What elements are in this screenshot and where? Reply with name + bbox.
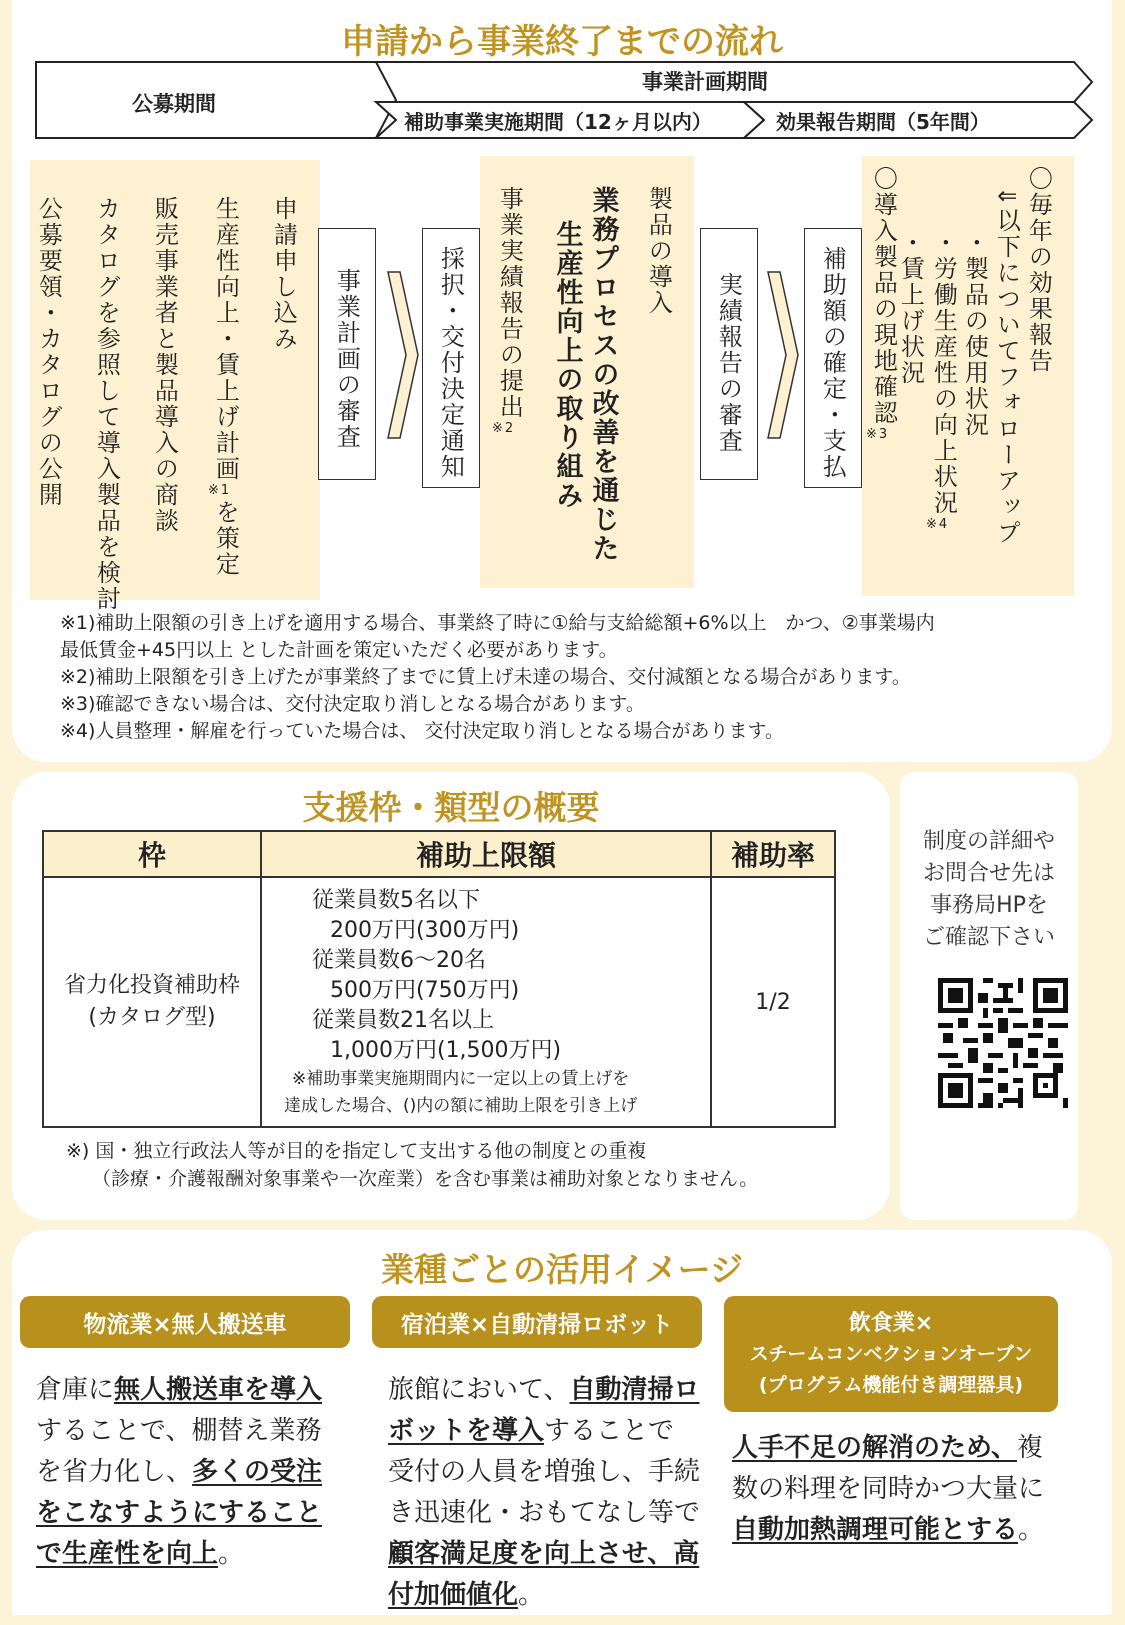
annual-report: 〇毎年の効果報告 <box>1024 166 1053 374</box>
adoption-label: 採択・交付決定通知 <box>436 246 465 480</box>
card-restaurant-body: 人手不足の解消のため、複数の料理を同時かつ大量に自動加熱調理可能とする。 <box>732 1433 1045 1545</box>
card-logistics-body: 倉庫に無人搬送車を導入することで、棚替え業務を省力化し、多くの受注をこなすようにすることで生産性を向上。 <box>36 1375 323 1569</box>
step-process-improvement: 業務プロセスの改善を通じた <box>587 186 619 563</box>
note-1: ※1)補助上限額の引き上げを適用する場合、事業終了時に①給与支給総額+6%以上 かつ、②事業場内 <box>60 612 935 634</box>
contact-text: 制度の詳細や お問合せ先は 事務局HPを ご確認下さい <box>922 829 1055 950</box>
settlement-label: 補助額の確定・支払 <box>818 246 847 480</box>
header-frame: 枠 <box>43 831 261 877</box>
follow-productivity: ・労働生産性の向上状況$_{※4}$ <box>926 230 958 532</box>
contact-panel <box>900 772 1078 1220</box>
report-review-label: 実績報告の審査 <box>714 272 743 454</box>
card-hotel-header: 宿泊業×自動清掃ロボット <box>372 1296 702 1348</box>
rate-cell: 1/2 <box>711 877 835 1127</box>
usage-title: 業種ごとの活用イメージ <box>380 1250 743 1289</box>
chevron-right-icon <box>766 270 800 440</box>
step-apply: 申請申し込み <box>269 196 298 352</box>
header-limit: 補助上限額 <box>261 831 711 877</box>
plan-period-label: 事業計画期間 <box>642 70 768 94</box>
report-period-label: 効果報告期間（5年間） <box>776 110 990 134</box>
card-hotel-body: 旅館において、自動清掃ロボットを導入することで受付の人員を増強し、手続き迅速化・おもてなし等で顧客満足度を向上させ、高付加価値化。 <box>388 1375 701 1610</box>
step-plan: 生産性向上・賃上げ計画$_{※1}$を策定 <box>208 196 240 578</box>
step-public-release: 公募要領・カタログの公開 <box>34 196 63 508</box>
note-2: ※2)補助上限額を引き上げたが事業終了までに賃上げ未達の場合、交付減額となる場合があります。 <box>60 666 911 688</box>
chevron-right-icon <box>386 270 420 440</box>
note-3: ※3)確認できない場合は、交付決定取り消しとなる場合があります。 <box>60 693 645 715</box>
follow-up: ⇓以下についてフォローアップ <box>992 186 1021 547</box>
public-period-label: 公募期間 <box>132 92 216 116</box>
usage-panel <box>12 1230 1112 1615</box>
step-negotiation: 販売事業者と製品導入の商談 <box>150 196 179 534</box>
step-results-report: 事業実績報告の提出$_{※2}$ <box>492 186 524 436</box>
card-logistics-header: 物流業×無人搬送車 <box>20 1296 350 1348</box>
support-panel <box>12 772 890 1220</box>
plan-review-label: 事業計画の審査 <box>332 268 361 450</box>
support-footnote-1: ※) 国・独立行政法人等が目的を指定して支出する他の制度との重複 <box>66 1140 647 1162</box>
step-productivity: 生産性向上の取り組み <box>551 220 583 510</box>
note-4: ※4)人員整理・解雇を行っていた場合は、 交付決定取り消しとなる場合があります。 <box>60 720 784 742</box>
step-product-introduction: 製品の導入 <box>644 186 673 316</box>
frame-name-cell: 省力化投資補助枠 (カタログ型) <box>43 877 261 1127</box>
follow-usage: ・製品の使用状況 <box>960 230 989 438</box>
header-rate: 補助率 <box>711 831 835 877</box>
support-footnote-2: （診療・介護報酬対象事業や一次産業）を含む事業は補助対象となりません。 <box>92 1168 759 1190</box>
support-title: 支援枠・類型の概要 <box>302 788 600 827</box>
flow-panel <box>12 0 1112 762</box>
support-table <box>42 830 836 1128</box>
step-catalog-review: カタログを参照して導入製品を検討 <box>92 196 121 612</box>
card-restaurant-header: 飲食業× スチームコンベクションオーブン (プログラム機能付き調理器具) <box>724 1296 1058 1412</box>
note-1-cont: 最低賃金+45円以上 とした計画を策定いただく必要があります。 <box>60 639 618 661</box>
onsite-check: 〇導入製品の現地確認$_{※3}$ <box>866 166 898 442</box>
qr-code-icon[interactable] <box>938 978 1068 1108</box>
follow-wage: ・賃上げ状況 <box>896 230 925 386</box>
limit-cell: 従業員数5名以下 200万円(300万円) 従業員数6～20名 500万円(750万円) 従業員数21名以上 1,000万円(1,500万円) ※補助事業実施期間内に一定以上の賃上げを 達成した場合、()内の額に補助上限を引き上げ <box>261 877 711 1127</box>
implementation-period-label: 補助事業実施期間（12ヶ月以内） <box>404 110 712 134</box>
flow-title: 申請から事業終了までの流れ <box>341 22 783 62</box>
